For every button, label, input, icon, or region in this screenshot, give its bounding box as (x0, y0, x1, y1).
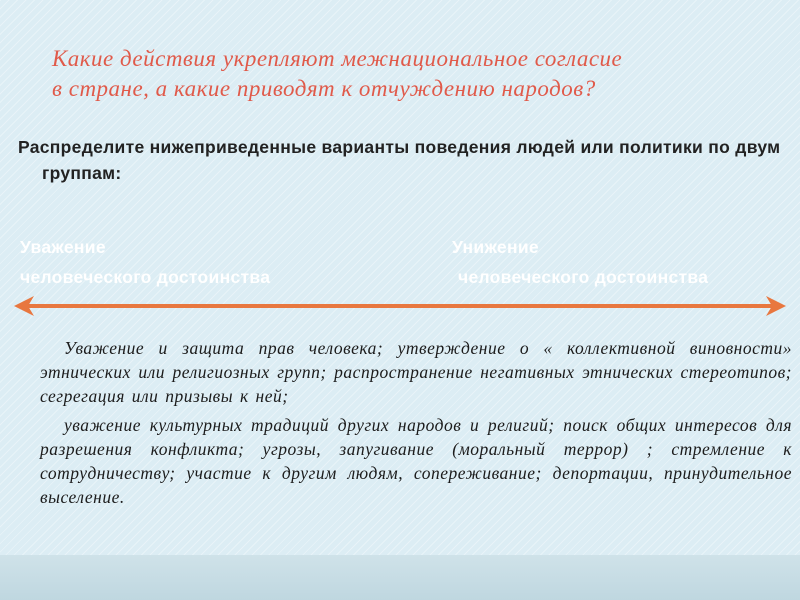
options-paragraph-2: уважение культурных традиций других народов и религий; поиск общих интересов для разрешения конфликта; угрозы, запугивание (моральный террор) ; стремление к сотрудничеству; участие к другим людям, сопереживание; депортации, принудительное выселение. (40, 415, 792, 507)
slide-title (52, 44, 752, 104)
title-line-2: в стране, а какие приводят к отчуждению народов? (52, 76, 596, 101)
group-label-humiliation (452, 232, 708, 292)
group-label-humiliation-line-1: Унижение (452, 237, 539, 257)
group-label-humiliation-line-2: человеческого достоинства (458, 267, 709, 287)
group-label-respect (20, 232, 270, 292)
options-text (40, 336, 792, 514)
double-arrow-icon (14, 291, 786, 321)
instruction-text: Распределите нижеприведенные варианты поведения людей или политики по двум группам: (18, 137, 781, 183)
title-line-1: Какие действия укрепляют межнациональное согласие (52, 46, 623, 71)
slide-bottom-band (0, 555, 800, 600)
options-paragraph-1: Уважение и защита прав человека; утверждение о « коллективной виновности» этнических или религиозных групп; распространение негативных этнических стереотипов; сегрегация или призывы к ней; (40, 338, 792, 406)
group-label-respect-line-2: человеческого достоинства (20, 267, 271, 287)
group-label-respect-line-1: Уважение (20, 237, 106, 257)
